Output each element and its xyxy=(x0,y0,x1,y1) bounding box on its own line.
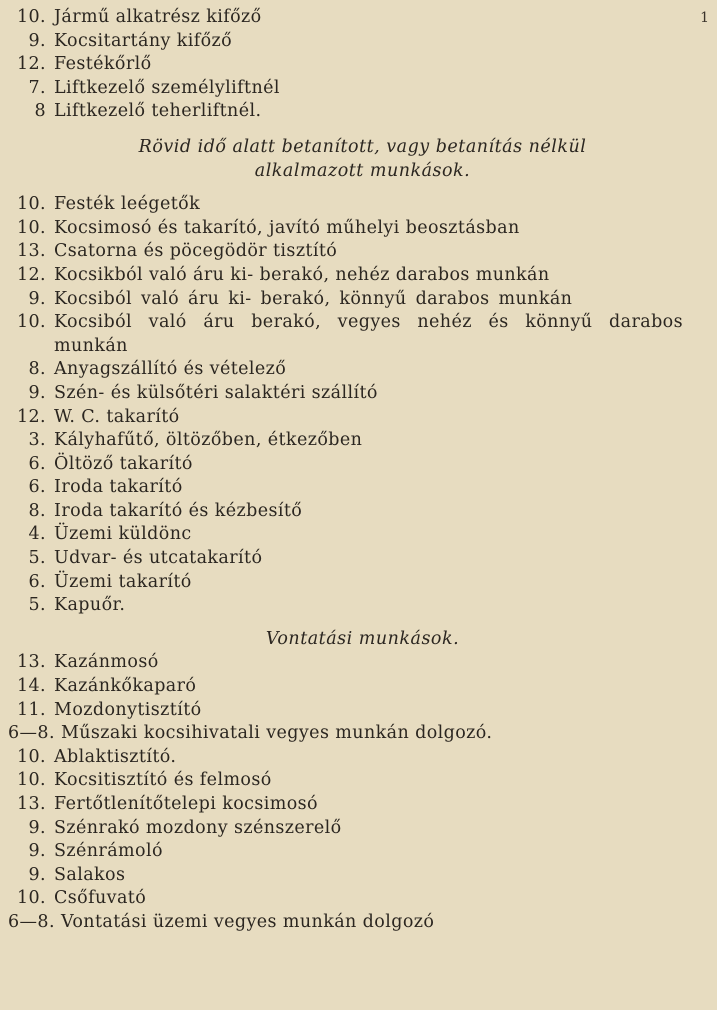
item-number: 10. xyxy=(16,746,46,767)
item-text: Anyagszállító és vételező xyxy=(54,359,287,380)
item-text: Mozdonytisztító xyxy=(54,699,202,720)
item-text: Kocsikból való áru ki- berakó, nehéz darabos munkán xyxy=(54,264,550,285)
list-item xyxy=(8,547,687,571)
list-item xyxy=(8,887,687,911)
item-text: Liftkezelő teherliftnél. xyxy=(54,101,262,122)
item-text: Kályhafűtő, öltözőben, étkezőben xyxy=(54,430,363,451)
list-item xyxy=(8,6,687,30)
section-heading-traction: Vontatási munkások. xyxy=(265,628,460,649)
list-item xyxy=(8,240,687,264)
item-number: 4. xyxy=(28,524,46,545)
list-item xyxy=(8,746,687,770)
item-number: 10. xyxy=(16,888,46,909)
item-number: 10. xyxy=(16,770,46,791)
list-item xyxy=(8,358,687,382)
list-item xyxy=(8,864,687,888)
item-text: Csatorna és pöcegödör tisztító xyxy=(54,241,338,262)
item-number: 12. xyxy=(16,54,46,75)
item-text: Kazánmosó xyxy=(54,652,159,673)
item-text: Salakos xyxy=(54,864,126,885)
item-text: Kocsitartány kifőző xyxy=(54,30,233,51)
item-number: 11. xyxy=(16,699,46,720)
list-item xyxy=(8,523,687,547)
list-item xyxy=(8,30,687,54)
list-item xyxy=(8,217,687,241)
item-text: Udvar- és utcatakarító xyxy=(54,548,263,569)
item-number: 5. xyxy=(28,548,46,569)
item-text: Kapuőr. xyxy=(54,595,126,616)
item-number: 12. xyxy=(16,264,46,285)
item-text: Jármű alkatrész kifőző xyxy=(54,7,262,27)
list-item xyxy=(8,453,687,477)
list-item xyxy=(8,77,687,101)
item-number: 7. xyxy=(28,77,46,98)
item-number: 9. xyxy=(28,382,46,403)
item-text: Szénrakó mozdony szénszerelő xyxy=(54,817,342,838)
list-item xyxy=(8,288,687,312)
list-item xyxy=(8,53,687,77)
item-number: 13. xyxy=(16,241,46,262)
item-number: 13. xyxy=(16,652,46,673)
item-number: 8. xyxy=(28,500,46,521)
item-text: Öltöző takarító xyxy=(54,453,193,474)
list-item xyxy=(8,675,687,699)
item-number: 5. xyxy=(28,595,46,616)
item-text: Üzemi takarító xyxy=(54,571,192,592)
item-text: Festék leégetők xyxy=(54,194,201,215)
item-text: Liftkezelő személyliftnél xyxy=(54,77,280,98)
item-text: Kocsiból való áru berakó, vegyes nehéz és könnyű darabos munkán xyxy=(54,312,683,356)
item-text: Iroda takarító és kézbesítő xyxy=(54,500,303,521)
list-group-1 xyxy=(8,6,687,124)
section-heading-line: alkalmazott munkások. xyxy=(254,160,471,181)
list-item xyxy=(8,722,687,746)
item-text: Csőfuvató xyxy=(54,888,147,909)
list-item xyxy=(8,911,687,935)
item-number: 9. xyxy=(28,864,46,885)
list-item xyxy=(8,699,687,723)
item-number: 8 xyxy=(34,101,46,122)
list-item xyxy=(8,793,687,817)
item-text: Kazánkőkaparó xyxy=(54,676,197,697)
item-text: W. C. takarító xyxy=(54,406,180,427)
item-number: 6—8. xyxy=(8,723,55,744)
list-item xyxy=(8,651,687,675)
item-number: 6—8. xyxy=(8,911,55,932)
item-text: Kocsimosó és takarító, javító műhelyi beosztásban xyxy=(54,217,520,238)
item-text: Szén- és külsőtéri salaktéri szállító xyxy=(54,382,378,403)
item-text: Festékőrlő xyxy=(54,54,152,75)
section-heading-line: Rövid idő alatt betanított, vagy betanítás nélkül xyxy=(138,136,587,157)
item-number: 9. xyxy=(28,817,46,838)
item-number: 12. xyxy=(16,406,46,427)
item-number: 14. xyxy=(16,676,46,697)
item-number: 6. xyxy=(28,453,46,474)
list-item xyxy=(8,382,687,406)
list-item xyxy=(8,476,687,500)
list-item xyxy=(8,100,687,124)
corner-mark: 1 xyxy=(700,10,709,26)
item-number: 6. xyxy=(28,571,46,592)
list-item xyxy=(8,193,687,217)
list-item xyxy=(8,406,687,430)
item-text: Iroda takarító xyxy=(54,477,183,498)
list-item xyxy=(8,429,687,453)
list-item xyxy=(8,817,687,841)
item-text: Műszaki kocsihivatali vegyes munkán dolgozó. xyxy=(60,723,493,744)
item-text: Üzemi küldönc xyxy=(54,524,192,545)
item-text: Kocsitisztító és felmosó xyxy=(54,770,272,791)
item-number: 6. xyxy=(28,477,46,498)
item-number: 10. xyxy=(16,7,46,27)
list-item xyxy=(8,840,687,864)
list-item xyxy=(8,264,687,288)
item-number: 8. xyxy=(28,359,46,380)
item-number: 10. xyxy=(16,194,46,215)
list-item xyxy=(8,500,687,524)
list-item xyxy=(8,769,687,793)
list-item xyxy=(8,594,687,618)
item-number: 9. xyxy=(28,288,46,309)
item-number: 3. xyxy=(28,430,46,451)
item-number: 10. xyxy=(16,217,46,238)
item-text: Fertőtlenítőtelepi kocsimosó xyxy=(54,794,318,814)
item-number: 9. xyxy=(28,30,46,51)
item-text: Ablaktisztító. xyxy=(54,746,177,767)
item-number: 13. xyxy=(16,794,46,814)
list-item xyxy=(8,571,687,595)
item-number: 9. xyxy=(28,841,46,862)
item-text: Kocsiból való áru ki- berakó, könnyű darabos munkán xyxy=(54,288,573,309)
item-text: Vontatási üzemi vegyes munkán dolgozó xyxy=(60,911,435,932)
item-text: Szénrámoló xyxy=(54,841,163,862)
section-heading-unskilled xyxy=(8,136,687,183)
list-group-2 xyxy=(8,193,687,618)
list-item xyxy=(8,311,687,358)
item-number: 10. xyxy=(16,312,46,333)
list-group-3 xyxy=(8,651,687,934)
